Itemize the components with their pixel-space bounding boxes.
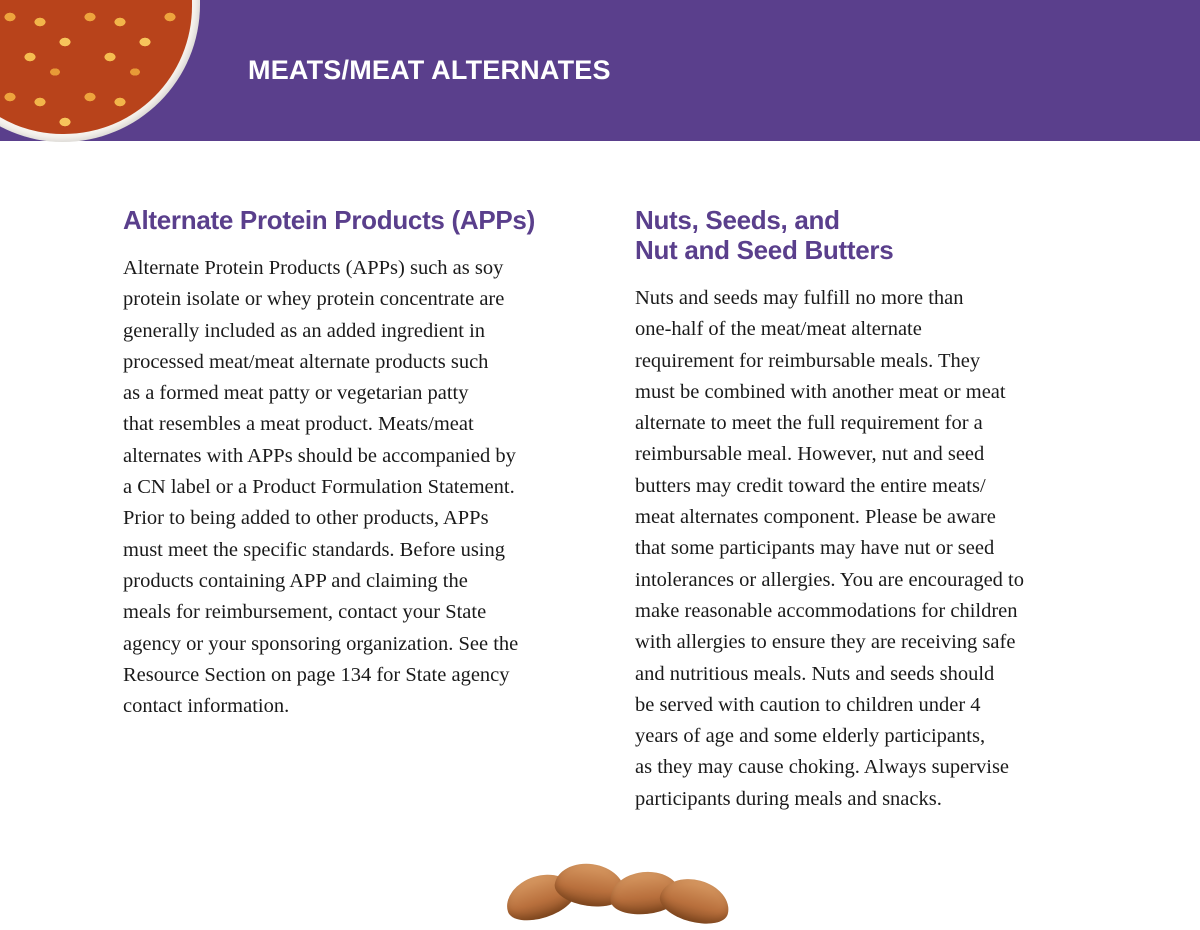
body-line: participants during meals and snacks.	[635, 787, 942, 810]
heading-line: Nuts, Seeds, and	[635, 205, 840, 235]
section-heading	[635, 205, 1095, 265]
body-line: requirement for reimbursable meals. They	[635, 349, 981, 372]
body-line: Nuts and seeds may fulfill no more than	[635, 287, 964, 309]
body-line: butters may credit toward the entire meats/	[635, 474, 986, 497]
section-body	[635, 283, 1095, 815]
body-line: products containing APP and claiming the	[123, 569, 468, 592]
body-line: meals for reimbursement, contact your State	[123, 601, 487, 624]
body-line: one-half of the meat/meat alternate	[635, 318, 922, 341]
body-line: generally included as an added ingredient in	[123, 319, 486, 342]
body-line: be served with caution to children under 4	[635, 693, 981, 716]
body-line: contact information.	[123, 695, 290, 718]
body-line: reimbursable meal. However, nut and seed	[635, 443, 985, 466]
body-line: that resembles a meat product. Meats/meat	[123, 413, 474, 436]
body-line: Prior to being added to other products, APPs	[123, 507, 489, 530]
body-line: must meet the specific standards. Before using	[123, 538, 505, 561]
section-alternate-protein-products	[123, 205, 583, 722]
body-line: intolerances or allergies. You are encouraged to	[635, 568, 1024, 591]
body-line: alternates with APPs should be accompanied by	[123, 444, 516, 467]
body-line: protein isolate or whey protein concentrate are	[123, 288, 505, 311]
body-line: alternate to meet the full requirement for a	[635, 412, 983, 435]
section-nuts-seeds-butters	[635, 205, 1095, 815]
body-line: as a formed meat patty or vegetarian patty	[123, 382, 469, 405]
body-line: make reasonable accommodations for children	[635, 599, 1018, 622]
page-title: MEATS/MEAT ALTERNATES	[248, 55, 611, 85]
body-line: with allergies to ensure they are receiving safe	[635, 631, 1016, 654]
body-line: that some participants may have nut or seed	[635, 537, 995, 560]
body-line: a CN label or a Product Formulation Statement.	[123, 476, 515, 499]
body-line: and nutritious meals. Nuts and seeds should	[635, 662, 995, 685]
heading-line: Nut and Seed Butters	[635, 235, 894, 265]
body-line: years of age and some elderly participants,	[635, 725, 986, 748]
section-body	[123, 253, 583, 722]
body-line: agency or your sponsoring organization. See the	[123, 632, 519, 655]
section-heading	[123, 205, 583, 235]
almonds-image	[500, 858, 750, 928]
body-line: processed meat/meat alternate products such	[123, 350, 489, 373]
body-line: meat alternates component. Please be aware	[635, 506, 996, 529]
heading-line: Alternate Protein Products (APPs)	[123, 205, 535, 235]
body-line: Alternate Protein Products (APPs) such as soy	[123, 257, 504, 279]
body-line: must be combined with another meat or meat	[635, 380, 1006, 403]
body-line: Resource Section on page 134 for State agency	[123, 663, 510, 686]
body-line: as they may cause choking. Always supervise	[635, 756, 1010, 779]
